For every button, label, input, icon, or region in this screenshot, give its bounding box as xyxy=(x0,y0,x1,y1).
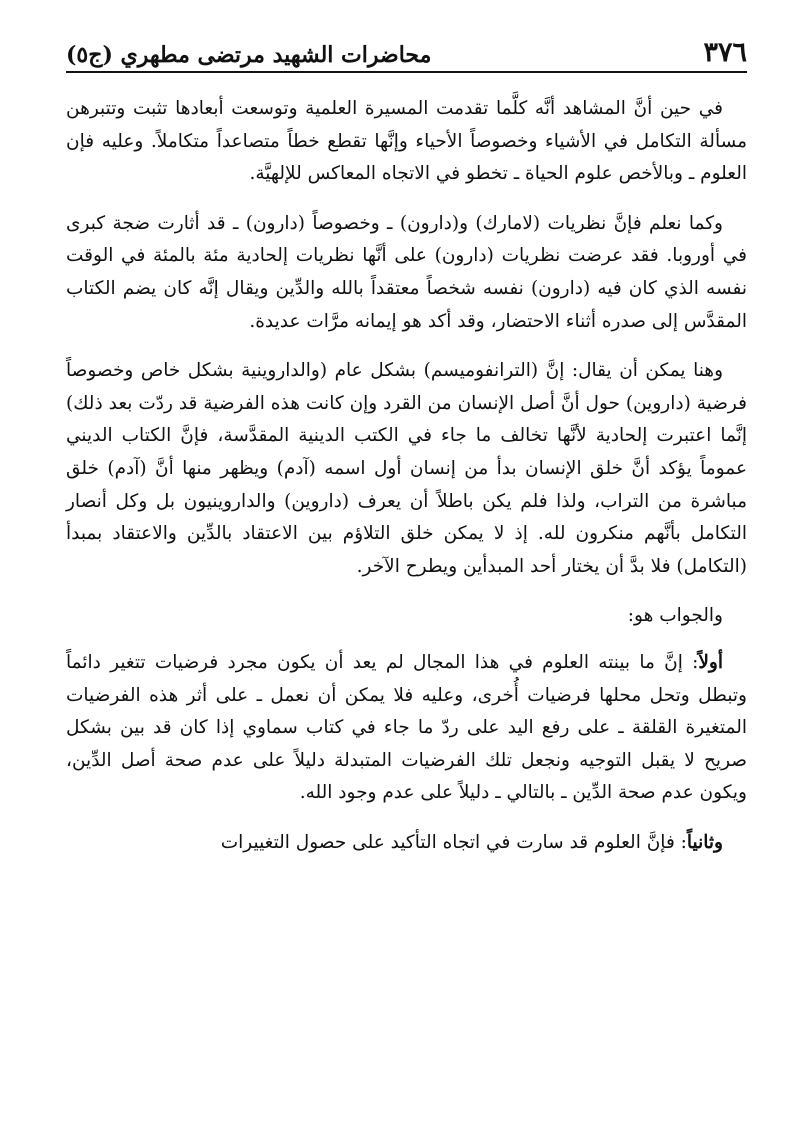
paragraph xyxy=(66,208,747,338)
header-divider xyxy=(66,71,747,73)
paragraph xyxy=(66,827,747,860)
paragraph xyxy=(66,647,747,810)
paragraph-lead: وثانياً xyxy=(686,831,723,853)
running-title: محاضرات الشهيد مرتضى مطهري (ج٥) xyxy=(66,42,432,68)
paragraph-text: : فإنَّ العلوم قد سارت في اتجاه التأكيد على حصول التغييرات xyxy=(220,831,687,853)
paragraph xyxy=(66,93,747,191)
paragraph xyxy=(66,355,747,583)
paragraph-text: : إنَّ ما بينته العلوم في هذا المجال لم يعد أن يكون مجرد فرضيات تتغير دائماً وتبطل وتحل محلها فرضيات أُخرى، وعليه فلا يمكن أن نعمل ـ على أثر هذه الفرضيات المتغيرة القلقة ـ على رفع اليد على ردّ ما جاء في كتاب سماوي إذا كان قد بين بشكل صريح لا يقبل التوجيه ونجعل تلك الفرضيات المتبدلة دليلاً على عدم صحة أصل الدِّين، ويكون عدم صحة الدِّين ـ بالتالي ـ دليلاً على عدم وجود الله. xyxy=(66,651,747,804)
paragraph-lead: أولاً xyxy=(698,651,723,673)
page-header xyxy=(66,28,747,68)
paragraph-text: وهنا يمكن أن يقال: إنَّ (الترانفوميسم) بشكل عام (والداروينية بشكل خاص وخصوصاً فرضية (داروين) حول أنَّ أصل الإنسان من القرد وإن كانت هذه الفرضية قد ردّت بعد ذلك) إنَّما اعتبرت إلحادية لأنَّها تخالف ما جاء في الكتب الدينية المقدَّسة، فإنَّ الكتاب الديني عموماً يؤكد أنَّ خلق الإنسان بدأ من إنسان أول اسمه (آدم) ويظهر منها أنَّ (آدم) خلق مباشرة من التراب، ولذا فلم يكن باطلاً أن يعرف (داروين) والداروينيون بل وكل أنصار التكامل بأنَّهم منكرون لله. إذ لا يمكن خلق التلاؤم بين الاعتقاد بالدِّين والاعتقاد بمبدأ (التكامل) فلا بدَّ أن يختار أحد المبدأين ويطرح الآخر. xyxy=(66,360,747,577)
page-body xyxy=(66,93,747,876)
page-number: ٣٧٦ xyxy=(703,37,747,68)
paragraph-text: في حين أنَّ المشاهد أنَّه كلَّما تقدمت المسيرة العلمية وتوسعت أبعادها تثبت وتتبرهن مسألة التكامل في الأشياء وخصوصاً الأحياء وإنَّها تقطع خطاً متصاعداً متكاملاً. وعليه فإن العلوم ـ وبالأخص علوم الحياة ـ تخطو في الاتجاه المعاكس للإلهيَّة. xyxy=(66,98,747,185)
paragraph-text: وكما نعلم فإنَّ نظريات (لامارك) و(دارون) ـ وخصوصاً (دارون) ـ قد أثارت ضجة كبرى في أوروبا. فقد عرضت نظريات (دارون) على أنَّها نظريات إلحادية مئة بالمئة في الوقت نفسه الذي كان فيه (دارون) نفسه شخصاً معتقداً بالله والدِّين ويقال إنَّه كان يضم الكتاب المقدَّس إلى صدره أثناء الاحتضار، وقد أكد هو إيمانه مرَّات عديدة. xyxy=(66,212,747,332)
paragraph-text: والجواب هو: xyxy=(627,605,723,627)
answer-heading xyxy=(66,600,747,633)
